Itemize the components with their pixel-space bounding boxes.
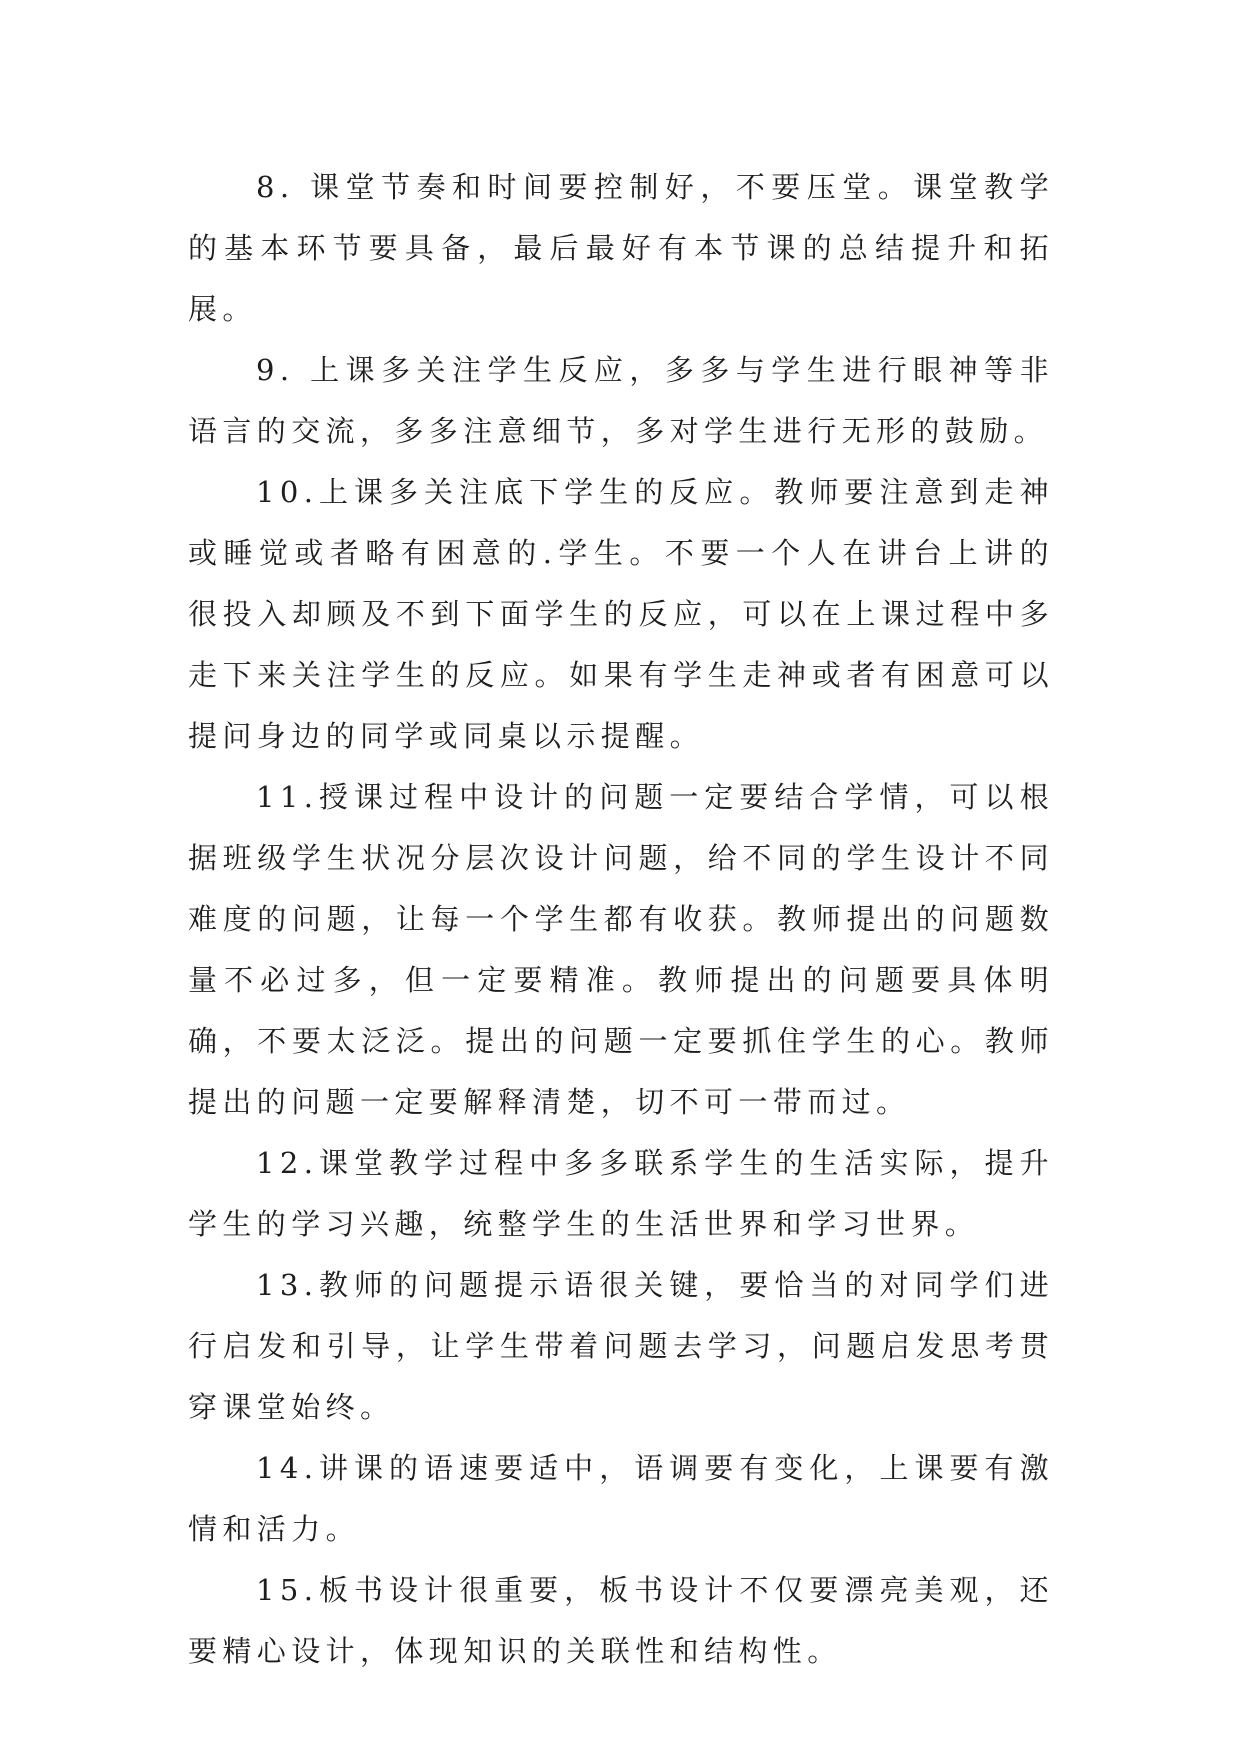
paragraph-item-11: 11.授课过程中设计的问题一定要结合学情，可以根据班级学生状况分层次设计问题，给不同的学生设计不同难度的问题，让每一个学生都有收获。教师提出的问题数量不必过多，但一定要精准。教师提出的问题要具体明确，不要太泛泛。提出的问题一定要抓住学生的心。教师提出的问题一定要解释清楚，切不可一带而过。	[188, 780, 1054, 1119]
paragraph-item-8: 8. 课堂节奏和时间要控制好，不要压堂。课堂教学的基本环节要具备，最后最好有本节课的总结提升和拓展。	[188, 170, 1054, 326]
paragraph-item-10: 10.上课多关注底下学生的反应。教师要注意到走神或睡觉或者略有困意的.学生。不要一个人在讲台上讲的很投入却顾及不到下面学生的反应，可以在上课过程中多走下来关注学生的反应。如果有学生走神或者有困意可以提问身边的同学或同桌以示提醒。	[188, 475, 1054, 753]
paragraph-item-9: 9. 上课多关注学生反应，多多与学生进行眼神等非语言的交流，多多注意细节，多对学生进行无形的鼓励。	[188, 353, 1054, 448]
document-body	[188, 157, 1054, 1682]
paragraph-item-14: 14.讲课的语速要适中，语调要有变化，上课要有激情和活力。	[188, 1451, 1054, 1546]
paragraph-item-12: 12.课堂教学过程中多多联系学生的生活实际，提升学生的学习兴趣，统整学生的生活世界和学习世界。	[188, 1146, 1054, 1241]
paragraph-item-15: 15.板书设计很重要，板书设计不仅要漂亮美观，还要精心设计，体现知识的关联性和结构性。	[188, 1573, 1054, 1668]
paragraph-item-13: 13.教师的问题提示语很关键，要恰当的对同学们进行启发和引导，让学生带着问题去学习，问题启发思考贯穿课堂始终。	[188, 1268, 1054, 1424]
